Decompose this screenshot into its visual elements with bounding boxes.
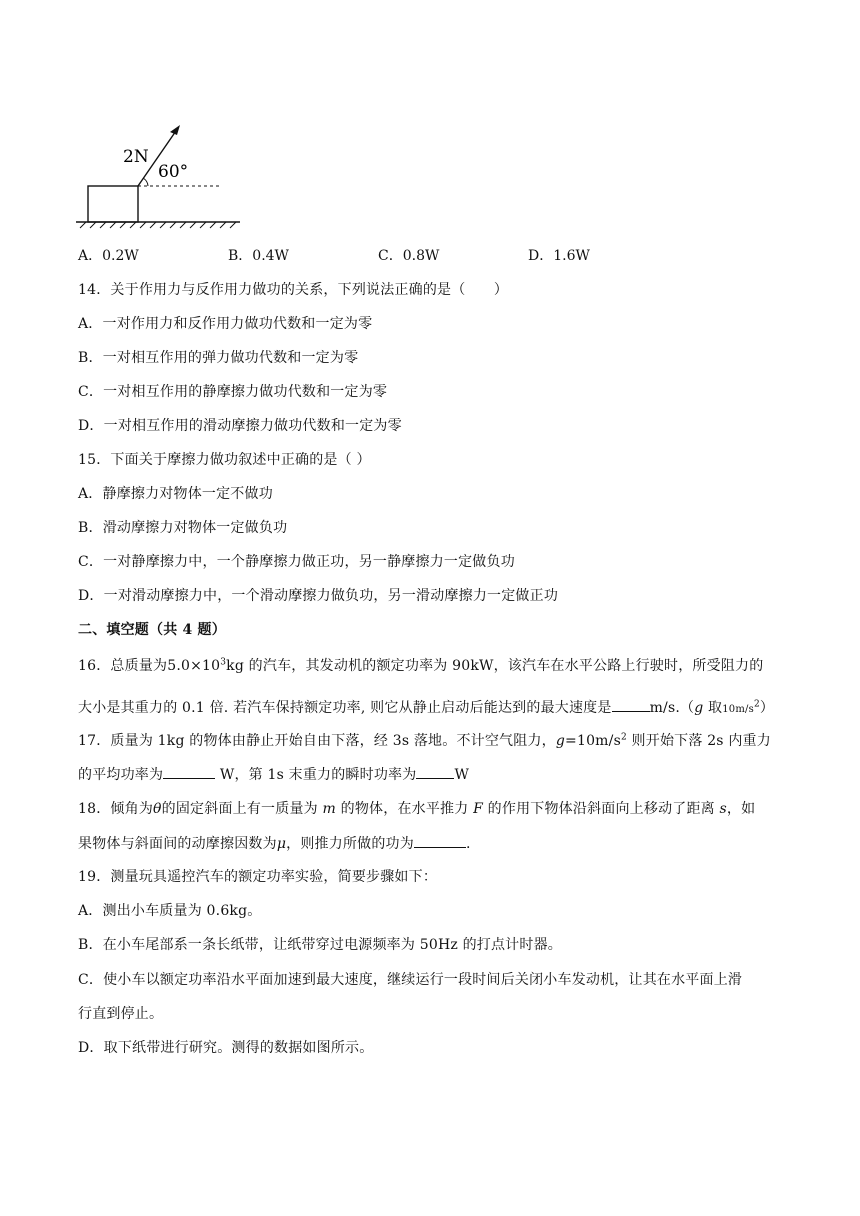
- section-title: 二、填空题（共 4 题）: [78, 622, 226, 638]
- q16-mass: 5.0×10: [167, 658, 221, 674]
- q19-step-b: B．在小车尾部系一条长纸带，让纸带穿过电源频率为 50Hz 的打点计时器。: [78, 937, 562, 953]
- q18-text: 的物体，在水平推力: [336, 801, 474, 817]
- answer-blank[interactable]: [163, 764, 215, 779]
- force-label: 2N: [123, 147, 149, 167]
- q18-text: 的固定斜面上有一质量为: [161, 801, 323, 817]
- q16-line-1: [78, 656, 763, 676]
- q13-option-b: B．0.4W: [228, 248, 289, 264]
- q19-step-a: A．测出小车质量为 0.6kg。: [78, 903, 262, 919]
- s-symbol: s: [719, 801, 727, 817]
- q14-option-c: C．一对相互作用的静摩擦力做功代数和一定为零: [78, 384, 388, 400]
- answer-blank[interactable]: [612, 697, 650, 712]
- q17-text: 17．质量为 1kg 的物体由静止开始自由下落，经 3s 落地。不计空气阻力，: [78, 733, 556, 749]
- q15-option-b: B．滑动摩擦力对物体一定做负功: [78, 520, 288, 536]
- q18-text: ，如: [726, 801, 756, 817]
- q15-option-c: C．一对静摩擦力中，一个静摩擦力做正功，另一静摩擦力一定做负功: [78, 554, 515, 570]
- q18-text: .: [465, 836, 471, 852]
- q15-option-d: D．一对滑动摩擦力中，一个滑动摩擦力做负功，另一滑动摩擦力一定做正功: [78, 588, 559, 604]
- q17-line-1: [78, 731, 771, 751]
- q14-option-a: A．一对作用力和反作用力做功代数和一定为零: [78, 316, 373, 332]
- theta-symbol: θ: [153, 801, 162, 817]
- q19-step-d: D．取下纸带进行研究。测得的数据如图所示。: [78, 1040, 374, 1056]
- f-symbol: F: [473, 801, 484, 817]
- q17-text: W，第 1s 末重力的瞬时功率为: [215, 767, 417, 783]
- angle-label: 60°: [158, 162, 189, 182]
- angle-arc: [143, 178, 148, 186]
- q19-step-c-line-2: 行直到停止。: [78, 1006, 164, 1022]
- q13-option-c: C．0.8W: [378, 248, 440, 264]
- g-symbol: g: [694, 700, 704, 716]
- q16-line-2: [78, 697, 774, 720]
- m-symbol: m: [322, 801, 336, 817]
- q19-step-c-line-1: C．使小车以额定功率沿水平面加速到最大速度，继续运行一段时间后关闭小车发动机，让其在水平面上滑: [78, 972, 743, 988]
- q17-text: 则开始下落 2s 内重力: [626, 733, 771, 749]
- q18-text: 果物体与斜面间的动摩擦因数为: [78, 836, 277, 852]
- q14-stem: 14．关于作用力与反作用力做功的关系，下列说法正确的是（ ）: [78, 282, 509, 298]
- q16-text: 取: [703, 700, 723, 716]
- arrowhead-icon: [170, 125, 180, 135]
- q19-stem: 19．测量玩具遥控汽车的额定功率实验，简要步骤如下：: [78, 869, 438, 885]
- q18-line-2: [78, 833, 471, 854]
- q18-text: 的作用下物体沿斜面向上移动了距离: [483, 801, 720, 817]
- q16-text: 大小是其重力的 0.1 倍. 若汽车保持额定功率, 则它从静止启动后能达到的最大速度是: [78, 700, 612, 716]
- q16-text: kg 的汽车，其发动机的额定功率为 90kW，该汽车在水平公路上行驶时，所受阻力的: [226, 658, 764, 674]
- q16-text: m/s.（: [649, 700, 695, 716]
- q15-option-a: A．静摩擦力对物体一定不做功: [78, 486, 273, 502]
- g-value: 10m/s: [722, 704, 754, 715]
- q16-text: ）: [759, 700, 775, 716]
- answer-blank[interactable]: [416, 764, 454, 779]
- q17-text: 的平均功率为: [78, 767, 164, 783]
- q14-option-b: B．一对相互作用的弹力做功代数和一定为零: [78, 350, 359, 366]
- q16-text: 16．总质量为: [78, 658, 168, 674]
- g-exponent: 2: [620, 732, 627, 743]
- block: [88, 186, 138, 222]
- q18-text: 18．倾角为: [78, 801, 154, 817]
- q17-text: =10m/s: [565, 733, 621, 749]
- q14-option-d: D．一对相互作用的滑动摩擦力做功代数和一定为零: [78, 418, 402, 434]
- force-diagram: [74, 120, 244, 232]
- q18-line-1: [78, 799, 755, 819]
- q17-text: W: [454, 767, 470, 783]
- q16-mass-exponent: 3: [220, 657, 227, 668]
- q13-option-a: A．0.2W: [78, 248, 139, 264]
- answer-blank[interactable]: [414, 833, 466, 848]
- q18-text: ，则推力所做的功为: [286, 836, 414, 852]
- q13-option-d: D．1.6W: [528, 248, 590, 264]
- q15-stem: 15．下面关于摩擦力做功叙述中正确的是（ ）: [78, 452, 371, 468]
- g-exponent: 2: [753, 699, 760, 710]
- mu-symbol: μ: [276, 836, 287, 852]
- q17-line-2: [78, 764, 469, 785]
- g-symbol: g: [555, 733, 566, 749]
- ground-hatching: [80, 222, 236, 228]
